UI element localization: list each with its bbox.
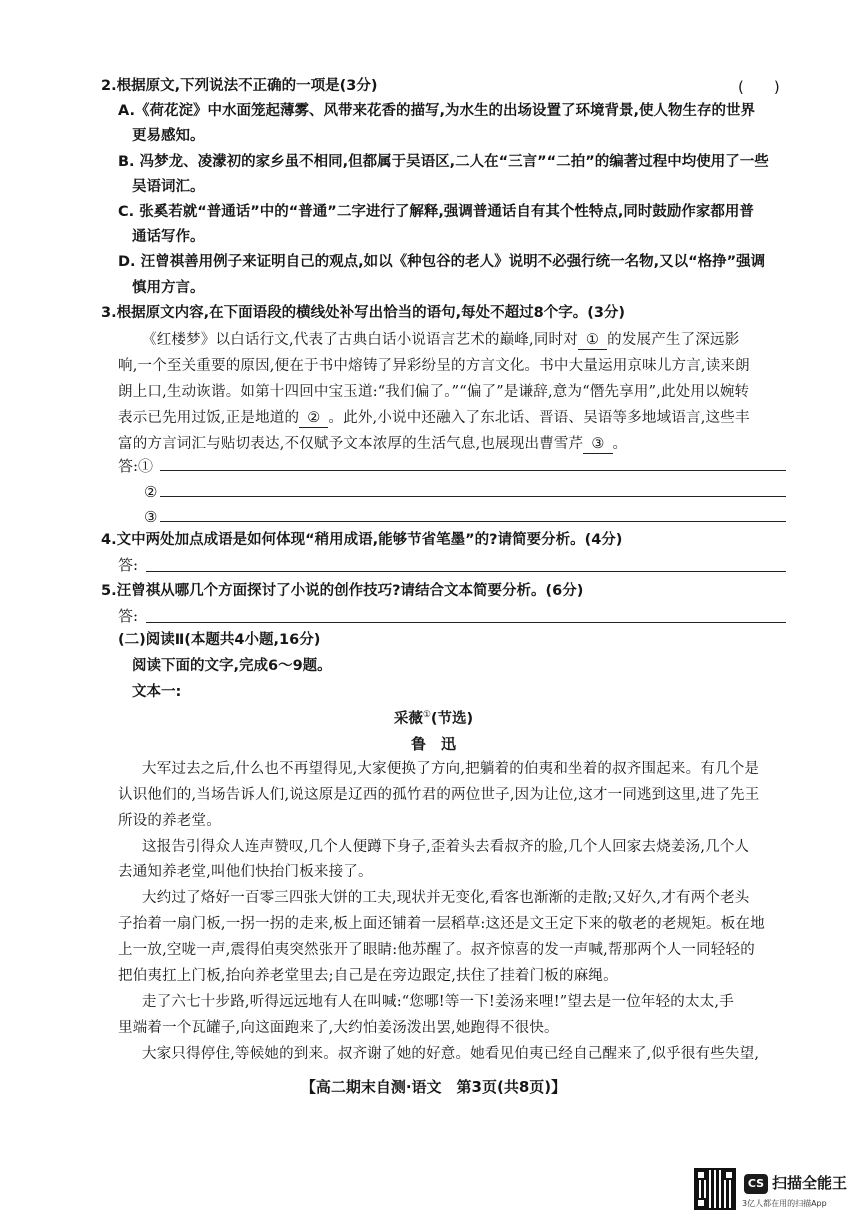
- passage-line: 大军过去之后,什么也不再望得见,大家便换了方向,把躺着的伯夷和坐着的叔齐围起来。有几个是: [142, 761, 760, 777]
- title-suffix: (节选): [430, 711, 474, 727]
- q3-paragraph-line2: 响,一个至关重要的原因,便在于书中熔铸了异彩纷呈的方言文化。书中大量运用京味儿方言,读来朗: [118, 358, 750, 374]
- q3-paragraph-line3: 朗上口,生动诙谐。如第十四回中宝玉道:“我们偏了。”“偏了”是谦辞,意为“僭先享用”,此处用以婉转: [118, 384, 750, 400]
- passage-line: 所设的养老堂。: [118, 813, 221, 829]
- passage-line: 这报告引得众人连声赞叹,几个人便蹲下身子,歪着头去看叔齐的脸,几个人回家去烧姜汤,几个人: [142, 839, 750, 855]
- text-label: 文本一:: [132, 684, 182, 700]
- passage-author: 鲁 迅: [410, 735, 456, 753]
- q3-paragraph-line1: [142, 330, 787, 350]
- q5-answer-label: 答:: [118, 607, 139, 625]
- section-heading: (二)阅读Ⅱ(本题共4小题,16分): [118, 632, 321, 648]
- q4-answer-line[interactable]: [146, 571, 786, 572]
- qr-finder: [696, 1170, 706, 1180]
- passage-line: 里端着一个瓦罐子,向这面跑来了,大约怕姜汤泼出罢,她跑得不很快。: [118, 1020, 559, 1036]
- title-footnote-mark: ①: [422, 710, 431, 720]
- page-footer: 【高二期末自测·语文 第3页(共8页)】: [300, 1078, 567, 1096]
- answer-paren: ( ): [738, 78, 780, 96]
- passage-line: 子抬着一扇门板,一拐一拐的走来,板上面还铺着一层稻草:这还是文王定下来的敬老的老规矩。板在地: [118, 916, 765, 932]
- q2-stem: 2.根据原文,下列说法不正确的一项是(3分): [101, 78, 378, 94]
- camscanner-tagline: 3亿人都在用的扫描App: [742, 1199, 827, 1208]
- passage-line: 大家只得停住,等候她的到来。叔齐谢了她的好意。她看见伯夷已经自己醒来了,似乎很有些失望,: [142, 1046, 760, 1062]
- q3-text: 的发展产生了深远影: [607, 332, 740, 348]
- q3-text: 。: [612, 436, 628, 452]
- q3-answer-line-3[interactable]: [160, 521, 786, 522]
- q3-text: 表示已先用过饭,正是地道的: [118, 410, 300, 426]
- q3-answer-line-1[interactable]: [160, 470, 786, 471]
- q2-option-c-line2: 通话写作。: [132, 229, 205, 245]
- q2-option-c-line1: C. 张奚若就“普通话”中的“普通”二字进行了解释,强调普通话自有其个性特点,同时鼓励作家都用普: [118, 204, 754, 220]
- title-text: 采薇: [393, 711, 423, 727]
- q3-text: 富的方言词汇与贴切表达,不仅赋予文本浓厚的生活气息,也展现出曹雪芹: [118, 436, 584, 452]
- camscanner-logo: CS: [744, 1174, 768, 1194]
- qr-finder: [696, 1198, 706, 1208]
- q3-blank-1: ①: [578, 332, 607, 350]
- passage-line: 把伯夷扛上门板,抬向养老堂里去;自己是在旁边跟定,扶住了挂着门板的麻绳。: [118, 968, 618, 984]
- q2-option-d-line1: D. 汪曾祺善用例子来证明自己的观点,如以《种包谷的老人》说明不必强行统一名物,又以“格挣”强调: [118, 254, 766, 270]
- passage-line: 认识他们的,当场告诉人们,说这原是辽西的孤竹君的两位世子,因为让位,这才一同逃到这里,进了先王: [118, 787, 760, 803]
- q3-text: 。此外,小说中还融入了东北话、晋语、吴语等多地域语言,这些丰: [328, 410, 750, 426]
- passage-line: 上一放,空咙一声,震得伯夷突然张开了眼睛:他苏醒了。叔齐惊喜的发一声喊,帮那两个人一同轻轻的: [118, 942, 755, 958]
- section-instruction: 阅读下面的文字,完成6～9题。: [132, 658, 332, 674]
- q2-option-a-line1: A.《荷花淀》中水面笼起薄雾、风带来花香的描写,为水生的出场设置了环境背景,使人物生存的世界: [118, 103, 756, 119]
- passage-line: 去通知养老堂,叫他们快抬门板来接了。: [118, 864, 373, 880]
- q3-paragraph-line5: [118, 434, 786, 454]
- q5-stem: 5.汪曾祺从哪几个方面探讨了小说的创作技巧?请结合文本简要分析。(6分): [101, 583, 584, 599]
- q3-blank-3: ③: [583, 436, 612, 454]
- passage-title: [0, 707, 867, 728]
- q4-stem: 4.文中两处加点成语是如何体现“稍用成语,能够节省笔墨”的?请简要分析。(4分): [101, 532, 623, 548]
- q2-option-b-line1: B. 冯梦龙、凌濛初的家乡虽不相同,但都属于吴语区,二人在“三言”“二拍”的编著过程中均使用了一些: [118, 154, 769, 170]
- camscanner-name: 扫描全能王: [772, 1174, 848, 1192]
- q3-answer-label-1: 答:①: [118, 457, 154, 475]
- q5-answer-line[interactable]: [146, 622, 786, 623]
- q3-paragraph-line4: [118, 408, 786, 428]
- q3-answer-label-3: ③: [144, 508, 158, 526]
- q3-stem: 3.根据原文内容,在下面语段的横线处补写出恰当的语句,每处不超过8个字。(3分): [101, 305, 626, 321]
- q3-answer-line-2[interactable]: [160, 496, 786, 497]
- q3-answer-label-2: ②: [144, 483, 158, 501]
- passage-line: 走了六七十步路,听得远远地有人在叫喊:“您哪!等一下!姜汤来哩!”望去是一位年轻的太太,手: [142, 994, 734, 1010]
- q3-blank-2: ②: [299, 410, 328, 428]
- qr-finder: [724, 1170, 734, 1180]
- q2-option-d-line2: 慎用方言。: [132, 280, 205, 296]
- passage-line: 大约过了烙好一百零三四张大饼的工夫,现状并无变化,看客也渐渐的走散;又好久,才有两个老头: [142, 890, 750, 906]
- q4-answer-label: 答:: [118, 556, 139, 574]
- q3-text: 《红楼梦》以白话行文,代表了古典白话小说语言艺术的巅峰,同时对: [142, 332, 578, 348]
- q2-option-a-line2: 更易感知。: [132, 128, 205, 144]
- q2-option-b-line2: 吴语词汇。: [132, 179, 205, 195]
- qr-code-icon: [694, 1168, 736, 1210]
